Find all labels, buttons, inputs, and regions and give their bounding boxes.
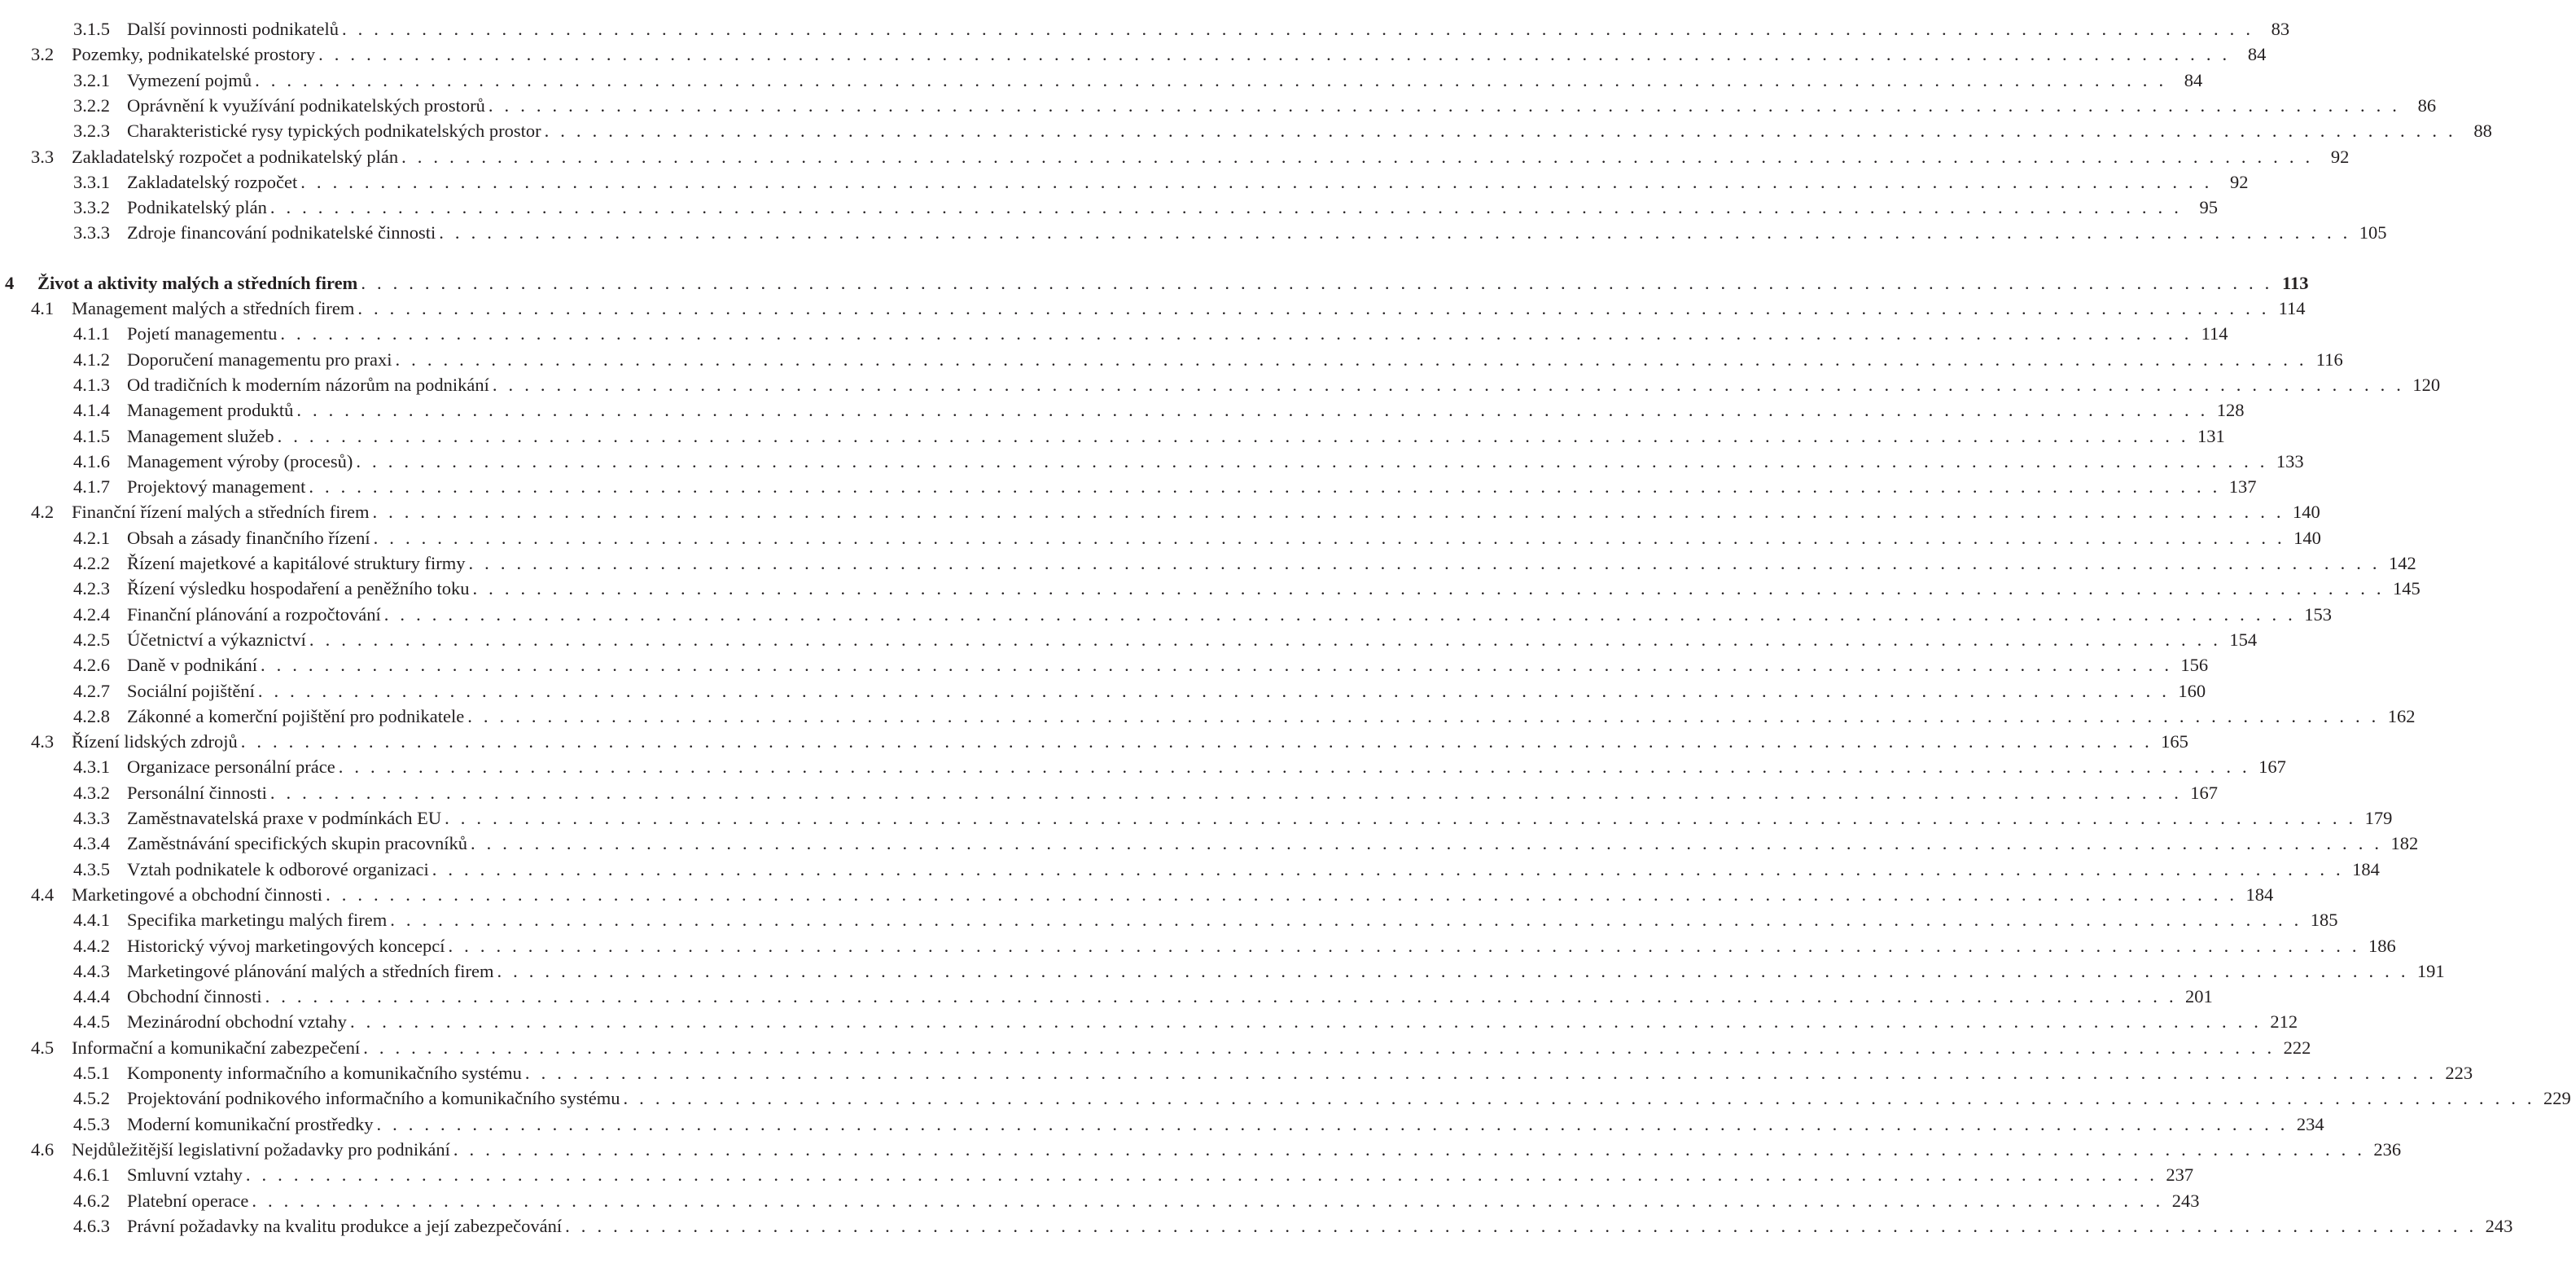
toc-entry-number: 4.2.5 bbox=[73, 629, 110, 650]
dot-leader: . . . . . . . . . . . . . . . . . . . . . . . . . . . . . . . . . . . . . . . . . . . . . . . . . . . . . . . . . . . . . . . . . . . . . . . . . . . . . . . . . . . . . . . . . . . . . . . . . . . . . . . . . . . . . . . . . . . . . . . . bbox=[497, 960, 2409, 981]
toc-entry-title: Charakteristické rysy typických podnikatelských prostor bbox=[127, 121, 541, 142]
toc-entry-number: 3.3.1 bbox=[73, 171, 110, 192]
toc-entry-title: Nejdůležitější legislativní požadavky pro podnikání bbox=[72, 1138, 450, 1160]
dot-leader: . . . . . . . . . . . . . . . . . . . . . . . . . . . . . . . . . . . . . . . . . . . . . . . . . . . . . . . . . . . . . . . . . . . . . . . . . . . . . . . . . . . . . . . . . . . . . . . . . . . . . . . . . . . . . . . . . . . . . . . . bbox=[439, 222, 2351, 243]
dot-leader: . . . . . . . . . . . . . . . . . . . . . . . . . . . . . . . . . . . . . . . . . . . . . . . . . . . . . . . . . . . . . . . . . . . . . . . . . . . . . . . . . . . . . . . . . . . . . . . . . . . . . . . . . . . . . . . . . . . . . . . . bbox=[269, 197, 2183, 218]
dot-leader: . . . . . . . . . . . . . . . . . . . . . . . . . . . . . . . . . . . . . . . . . . . . . . . . . . . . . . . . . . . . . . . . . . . . . . . . . . . . . . . . . . . . . . . . . . . . . . . . . . . . . . . . . . . . . . . . . . . . . . . . bbox=[338, 756, 2250, 778]
toc-entry[interactable] bbox=[0, 1137, 2402, 1163]
toc-entry-title: Finanční plánování a rozpočtování bbox=[127, 603, 381, 625]
toc-entry[interactable] bbox=[0, 1162, 2194, 1188]
toc-entry-number: 4.1.1 bbox=[73, 323, 110, 344]
toc-entry[interactable] bbox=[0, 42, 2267, 68]
toc-entry-page: 83 bbox=[2271, 19, 2290, 39]
toc-entry-number: 3.3.2 bbox=[73, 197, 110, 218]
toc-entry-number: 4.6.2 bbox=[73, 1190, 110, 1211]
toc-entry-title: Zdroje financování podnikatelské činnosti bbox=[127, 222, 436, 243]
toc-entry-page: 140 bbox=[2293, 527, 2321, 548]
dot-leader: . . . . . . . . . . . . . . . . . . . . . . . . . . . . . . . . . . . . . . . . . . . . . . . . . . . . . . . . . . . . . . . . . . . . . . . . . . . . . . . . . . . . . . . . . . . . . . . . . . . . . . . . . . . . . . . . . . . . . . . . bbox=[240, 731, 2153, 752]
dot-leader: . . . . . . . . . . . . . . . . . . . . . . . . . . . . . . . . . . . . . . . . . . . . . . . . . . . . . . . . . . . . . . . . . . . . . . . . . . . . . . . . . . . . . . . . . . . . . . . . . . . . . . . . . . . . . . . . . . . . . . . . bbox=[341, 19, 2254, 39]
toc-entry[interactable] bbox=[0, 576, 2420, 602]
toc-entry-page: 223 bbox=[2445, 1063, 2473, 1083]
toc-entry-title: Platební operace bbox=[127, 1190, 249, 1211]
toc-entry-title: Smluvní vztahy bbox=[127, 1164, 243, 1186]
toc-entry-number: 4.5 bbox=[31, 1037, 55, 1058]
toc-entry-page: 167 bbox=[2190, 782, 2219, 803]
toc-entry-page: 236 bbox=[2373, 1138, 2402, 1160]
toc-entry-title: Sociální pojištění bbox=[127, 680, 255, 701]
toc-entry-number: 4.3 bbox=[31, 731, 55, 752]
toc-entry-page: 84 bbox=[2184, 69, 2203, 90]
toc-entry-page: 114 bbox=[2201, 323, 2228, 344]
toc-entry-title: Od tradičních k moderním názorům na podnikání bbox=[127, 374, 489, 395]
toc-entry[interactable] bbox=[0, 882, 2274, 908]
toc-entry-number: 4.1.4 bbox=[73, 400, 110, 421]
toc-entry-number: 4.3.4 bbox=[73, 833, 110, 854]
toc-entry[interactable] bbox=[0, 1213, 2513, 1239]
toc-entry-title: Management malých a středních firem bbox=[72, 298, 355, 318]
toc-entry[interactable] bbox=[0, 652, 2209, 678]
dot-leader: . . . . . . . . . . . . . . . . . . . . . . . . . . . . . . . . . . . . . . . . . . . . . . . . . . . . . . . . . . . . . . . . . . . . . . . . . . . . . . . . . . . . . . . . . . . . . . . . . . . . . . . . . . . . . . . . . . . . . . . . bbox=[252, 1190, 2164, 1211]
dot-leader: . . . . . . . . . . . . . . . . . . . . . . . . . . . . . . . . . . . . . . . . . . . . . . . . . . . . . . . . . . . . . . . . . . . . . . . . . . . . . . . . . . . . . . . . . . . . . . . . . . . . . . . . . . . . . . . . . . . . . . . . bbox=[524, 1063, 2438, 1083]
toc-entry-number: 4.2.6 bbox=[73, 655, 110, 676]
dot-leader: . . . . . . . . . . . . . . . . . . . . . . . . . . . . . . . . . . . . . . . . . . . . . . . . . . . . . . . . . . . . . . . . . . . . . . . . . . . . . . . . . . . . . . . . . . . . . . . . . . . . . . . . . . . . . . . . . . . . . . . . bbox=[471, 833, 2383, 854]
toc-entry-page: 92 bbox=[2330, 146, 2350, 167]
toc-entry-number: 3.3.3 bbox=[73, 222, 110, 243]
toc-entry-page: 156 bbox=[2180, 655, 2209, 676]
toc-entry-number: 4.5.1 bbox=[73, 1063, 110, 1083]
toc-entry[interactable] bbox=[0, 857, 2380, 883]
dot-leader: . . . . . . . . . . . . . . . . . . . . . . . . . . . . . . . . . . . . . . . . . . . . . . . . . . . . . . . . . . . . . . . . . . . . . . . . . . . . . . . . . . . . . . . . . . . . . . . . . . . . . . . . . . . . . . . . . . . . . . . . bbox=[401, 146, 2314, 167]
toc-entry-page: 191 bbox=[2416, 960, 2445, 981]
dot-leader: . . . . . . . . . . . . . . . . . . . . . . . . . . . . . . . . . . . . . . . . . . . . . . . . . . . . . . . . . . . . . . . . . . . . . . . . . . . . . . . . . . . . . . . . . . . . . . . . . . . . . . . . . . . . . . . . . . . . . . . . bbox=[255, 69, 2167, 90]
toc-entry-page: 186 bbox=[2368, 935, 2396, 956]
toc-entry-number: 4.1.2 bbox=[73, 349, 110, 370]
dot-leader: . . . . . . . . . . . . . . . . . . . . . . . . . . . . . . . . . . . . . . . . . . . . . . . . . . . . . . . . . . . . . . . . . . . . . . . . . . . . . . . . . . . . . . . . . . . . . . . . . . . . . . . . . . . . . . . . . . . . . . . . bbox=[269, 782, 2183, 803]
toc-entry-title: Život a aktivity malých a středních firem bbox=[37, 272, 358, 293]
toc-entry[interactable] bbox=[0, 984, 2213, 1010]
toc-entry-number: 4.1.6 bbox=[73, 450, 110, 471]
toc-entry[interactable] bbox=[0, 296, 2306, 322]
toc-entry[interactable] bbox=[0, 144, 2350, 170]
toc-entry[interactable] bbox=[0, 678, 2206, 704]
dot-leader: . . . . . . . . . . . . . . . . . . . . . . . . . . . . . . . . . . . . . . . . . . . . . . . . . . . . . . . . . . . . . . . . . . . . . . . . . . . . . . . . . . . . . . . . . . . . . . . . . . . . . . . . . . . . . . . . . . . . . . . . bbox=[448, 935, 2360, 956]
toc-entry-title: Obchodní činnosti bbox=[127, 986, 262, 1007]
toc-entry-page: 243 bbox=[2171, 1190, 2200, 1211]
toc-entry-title: Projektování podnikového informačního a komunikačního systému bbox=[127, 1088, 620, 1109]
toc-entry-page: 113 bbox=[2281, 272, 2309, 293]
toc-entry-title: Marketingové a obchodní činnosti bbox=[72, 884, 323, 905]
dot-leader: . . . . . . . . . . . . . . . . . . . . . . . . . . . . . . . . . . . . . . . . . . . . . . . . . . . . . . . . . . . . . . . . . . . . . . . . . . . . . . . . . . . . . . . . . . . . . . . . . . . . . . . . . . . . . . . . . . . . . . . . bbox=[318, 44, 2231, 65]
toc-entry[interactable] bbox=[0, 169, 2249, 195]
toc-entry[interactable] bbox=[0, 220, 2387, 246]
dot-leader: . . . . . . . . . . . . . . . . . . . . . . . . . . . . . . . . . . . . . . . . . . . . . . . . . . . . . . . . . . . . . . . . . . . . . . . . . . . . . . . . . . . . . . . . . . . . . . . . . . . . . . . . . . . . . . . . . . . . . . . . bbox=[309, 629, 2222, 650]
toc-entry-title: Management produktů bbox=[127, 400, 294, 421]
toc-entry-title: Management služeb bbox=[127, 425, 274, 446]
dot-leader: . . . . . . . . . . . . . . . . . . . . . . . . . . . . . . . . . . . . . . . . . . . . . . . . . . . . . . . . . . . . . . . . . . . . . . . . . . . . . . . . . . . . . . . . . . . . . . . . . . . . . . . . . . . . . . . . . . . . . . . . bbox=[492, 374, 2405, 395]
toc-entry-page: 185 bbox=[2310, 910, 2338, 931]
toc-entry-page: 201 bbox=[2185, 986, 2213, 1007]
toc-entry-title: Moderní komunikační prostředky bbox=[127, 1113, 374, 1134]
toc-entry-title: Zakladatelský rozpočet a podnikatelský plán bbox=[72, 146, 399, 167]
dot-leader: . . . . . . . . . . . . . . . . . . . . . . . . . . . . . . . . . . . . . . . . . . . . . . . . . . . . . . . . . . . . . . . . . . . . . . . . . . . . . . . . . . . . . . . . . . . . . . . . . . . . . . . . . . . . . . . . . . . . . . . . bbox=[277, 425, 2189, 446]
toc-entry-page: 243 bbox=[2485, 1215, 2513, 1236]
toc-entry[interactable] bbox=[0, 754, 2286, 780]
toc-entry-number: 3.2.2 bbox=[73, 94, 110, 116]
toc-entry[interactable] bbox=[0, 933, 2396, 959]
toc-entry[interactable] bbox=[0, 93, 2437, 119]
toc-entry-number: 4.1.5 bbox=[73, 425, 110, 446]
dot-leader: . . . . . . . . . . . . . . . . . . . . . . . . . . . . . . . . . . . . . . . . . . . . . . . . . . . . . . . . . . . . . . . . . . . . . . . . . . . . . . . . . . . . . . . . . . . . . . . . . . . . . . . . . . . . . . . . . . . . . . . . bbox=[383, 603, 2296, 625]
toc-entry-page: 88 bbox=[2473, 121, 2492, 142]
toc-entry-page: 212 bbox=[2270, 1011, 2298, 1033]
toc-entry[interactable] bbox=[0, 627, 2258, 653]
toc-entry-title: Účetnictví a výkaznictví bbox=[127, 629, 306, 650]
toc-entry-number: 4.4.3 bbox=[73, 960, 110, 981]
dot-leader: . . . . . . . . . . . . . . . . . . . . . . . . . . . . . . . . . . . . . . . . . . . . . . . . . . . . . . . . . . . . . . . . . . . . . . . . . . . . . . . . . . . . . . . . . . . . . . . . . . . . . . . . . . . . . . . . . . . . . . . . bbox=[445, 808, 2357, 828]
toc-entry-number: 4.4.2 bbox=[73, 935, 110, 956]
toc-entry-page: 184 bbox=[2245, 884, 2274, 905]
toc-entry-page: 179 bbox=[2364, 808, 2393, 828]
dot-leader: . . . . . . . . . . . . . . . . . . . . . . . . . . . . . . . . . . . . . . . . . . . . . . . . . . . . . . . . . . . . . . . . . . . . . . . . . . . . . . . . . . . . . . . . . . . . . . . . . . . . . . . . . . . . . . . . . . . . . . . . bbox=[356, 450, 2268, 471]
toc-entry-title: Projektový management bbox=[127, 476, 306, 498]
toc-entry-page: 95 bbox=[2199, 197, 2219, 218]
toc-entry[interactable] bbox=[0, 907, 2338, 933]
toc-entry-page: 120 bbox=[2412, 374, 2441, 395]
dot-leader: . . . . . . . . . . . . . . . . . . . . . . . . . . . . . . . . . . . . . . . . . . . . . . . . . . . . . . . . . . . . . . . . . . . . . . . . . . . . . . . . . . . . . . . . . . . . . . . . . . . . . . . . . . . . . . . . . . . . . . . . bbox=[376, 1113, 2289, 1134]
toc-entry-number: 4.2.7 bbox=[73, 680, 110, 701]
toc-entry[interactable] bbox=[0, 831, 2419, 857]
toc-entry[interactable] bbox=[0, 1112, 2324, 1138]
toc-entry[interactable] bbox=[0, 1085, 2571, 1112]
toc-entry-number: 4.2.2 bbox=[73, 553, 110, 573]
toc-entry-title: Komponenty informačního a komunikačního systému bbox=[127, 1063, 522, 1083]
toc-entry-title: Doporučení managementu pro praxi bbox=[127, 349, 392, 370]
dot-leader: . . . . . . . . . . . . . . . . . . . . . . . . . . . . . . . . . . . . . . . . . . . . . . . . . . . . . . . . . . . . . . . . . . . . . . . . . . . . . . . . . . . . . . . . . . . . . . . . . . . . . . . . . . . . . . . . . . . . . . . . bbox=[432, 858, 2344, 879]
toc-entry-title: Zákonné a komerční pojištění pro podnikatele bbox=[127, 705, 465, 726]
dot-leader: . . . . . . . . . . . . . . . . . . . . . . . . . . . . . . . . . . . . . . . . . . . . . . . . . . . . . . . . . . . . . . . . . . . . . . . . . . . . . . . . . . . . . . . . . . . . . . . . . . . . . . . . . . . . . . . . . . . . . . . . bbox=[363, 1037, 2276, 1058]
toc-entry-title: Informační a komunikační zabezpečení bbox=[72, 1037, 361, 1058]
toc-entry-number: 4.4.1 bbox=[73, 910, 110, 931]
dot-leader: . . . . . . . . . . . . . . . . . . . . . . . . . . . . . . . . . . . . . . . . . . . . . . . . . . . . . . . . . . . . . . . . . . . . . . . . . . . . . . . . . . . . . . . . . . . . . . . . . . . . . . . . . . . . . . . . . . . . . . . . bbox=[468, 553, 2381, 573]
dot-leader: . . . . . . . . . . . . . . . . . . . . . . . . . . . . . . . . . . . . . . . . . . . . . . . . . . . . . . . . . . . . . . . . . . . . . . . . . . . . . . . . . . . . . . . . . . . . . . . . . . . . . . . . . . . . . . . . . . . . . . . . bbox=[349, 1011, 2263, 1033]
toc-entry-number: 4.2.8 bbox=[73, 705, 110, 726]
toc-entry-title: Organizace personální práce bbox=[127, 756, 335, 778]
toc-entry-page: 165 bbox=[2161, 731, 2188, 752]
toc-entry-number: 4.4.5 bbox=[73, 1011, 110, 1033]
toc-entry[interactable] bbox=[0, 780, 2219, 806]
toc-entry-title: Podnikatelský plán bbox=[127, 197, 267, 218]
toc-entry-number: 4.6.1 bbox=[73, 1164, 110, 1186]
toc-entry-number: 4.1.7 bbox=[73, 476, 110, 498]
toc-entry-title: Zaměstnavatelská praxe v podmínkách EU bbox=[127, 808, 442, 828]
toc-entry-page: 105 bbox=[2359, 222, 2387, 243]
toc-entry[interactable] bbox=[0, 118, 2492, 144]
dot-leader: . . . . . . . . . . . . . . . . . . . . . . . . . . . . . . . . . . . . . . . . . . . . . . . . . . . . . . . . . . . . . . . . . . . . . . . . . . . . . . . . . . . . . . . . . . . . . . . . . . . . . . . . . . . . . . . . . . . . . . . . bbox=[257, 680, 2171, 701]
toc-entry-page: 128 bbox=[2216, 400, 2245, 421]
toc-entry-page: 153 bbox=[2304, 603, 2332, 625]
toc-entry-title: Vztah podnikatele k odborové organizaci bbox=[127, 858, 429, 879]
toc-entry-title: Řízení lidských zdrojů bbox=[72, 731, 238, 752]
toc-entry-page: 145 bbox=[2392, 578, 2420, 599]
toc-entry[interactable] bbox=[0, 1009, 2298, 1035]
toc-entry-title: Mezinárodní obchodní vztahy bbox=[127, 1011, 347, 1033]
dot-leader: . . . . . . . . . . . . . . . . . . . . . . . . . . . . . . . . . . . . . . . . . . . . . . . . . . . . . . . . . . . . . . . . . . . . . . . . . . . . . . . . . . . . . . . . . . . . . . . . . . . . . . . . . . . . . . . . . . . . . . . . bbox=[260, 655, 2173, 676]
toc-entry[interactable] bbox=[0, 195, 2219, 221]
toc-entry-number: 4.4.4 bbox=[73, 986, 110, 1007]
toc-entry-page: 114 bbox=[2278, 298, 2306, 318]
toc-entry-page: 182 bbox=[2390, 833, 2419, 854]
toc-entry[interactable] bbox=[0, 423, 2225, 450]
toc-entry-title: Zakladatelský rozpočet bbox=[127, 171, 298, 192]
dot-leader: . . . . . . . . . . . . . . . . . . . . . . . . . . . . . . . . . . . . . . . . . . . . . . . . . . . . . . . . . . . . . . . . . . . . . . . . . . . . . . . . . . . . . . . . . . . . . . . . . . . . . . . . . . . . . . . . . . . . . . . . bbox=[309, 476, 2221, 498]
toc-entry-title: Management výroby (procesů) bbox=[127, 450, 353, 471]
toc-entry-title: Vymezení pojmů bbox=[127, 69, 252, 90]
toc-entry-number: 4.5.3 bbox=[73, 1113, 110, 1134]
toc-entry[interactable] bbox=[0, 525, 2321, 551]
toc-entry-page: 142 bbox=[2388, 553, 2416, 573]
dot-leader: . . . . . . . . . . . . . . . . . . . . . . . . . . . . . . . . . . . . . . . . . . . . . . . . . . . . . . . . . . . . . . . . . . . . . . . . . . . . . . . . . . . . . . . . . . . . . . . . . . . . . . . . . . . . . . . . . . . . . . . . bbox=[245, 1164, 2158, 1186]
toc-entry-page: 229 bbox=[2543, 1088, 2571, 1109]
toc-entry-page: 154 bbox=[2229, 629, 2258, 650]
dot-leader: . . . . . . . . . . . . . . . . . . . . . . . . . . . . . . . . . . . . . . . . . . . . . . . . . . . . . . . . . . . . . . . . . . . . . . . . . . . . . . . . . . . . . . . . . . . . . . . . . . . . . . . . . . . . . . . . . . . . . . . . bbox=[361, 272, 2273, 293]
toc-entry[interactable] bbox=[0, 16, 2290, 42]
dot-leader: . . . . . . . . . . . . . . . . . . . . . . . . . . . . . . . . . . . . . . . . . . . . . . . . . . . . . . . . . . . . . . . . . . . . . . . . . . . . . . . . . . . . . . . . . . . . . . . . . . . . . . . . . . . . . . . . . . . . . . . . bbox=[395, 349, 2307, 370]
toc-entry-title: Obsah a zásady finančního řízení bbox=[127, 527, 370, 548]
toc-entry[interactable] bbox=[0, 1188, 2200, 1214]
toc-entry-page: 116 bbox=[2315, 349, 2343, 370]
dot-leader: . . . . . . . . . . . . . . . . . . . . . . . . . . . . . . . . . . . . . . . . . . . . . . . . . . . . . . . . . . . . . . . . . . . . . . . . . . . . . . . . . . . . . . . . . . . . . . . . . . . . . . . . . . . . . . . . . . . . . . . . bbox=[390, 910, 2302, 931]
toc-entry-number: 4.3.3 bbox=[73, 808, 110, 828]
toc-entry-page: 184 bbox=[2352, 858, 2380, 879]
toc-entry-title: Právní požadavky na kvalitu produkce a její zabezpečování bbox=[127, 1215, 563, 1236]
toc-entry-number: 3.3 bbox=[31, 146, 55, 167]
toc-entry-number: 4.5.2 bbox=[73, 1088, 110, 1109]
dot-leader: . . . . . . . . . . . . . . . . . . . . . . . . . . . . . . . . . . . . . . . . . . . . . . . . . . . . . . . . . . . . . . . . . . . . . . . . . . . . . . . . . . . . . . . . . . . . . . . . . . . . . . . . . . . . . . . . . . . . . . . . bbox=[326, 884, 2238, 905]
dot-leader: . . . . . . . . . . . . . . . . . . . . . . . . . . . . . . . . . . . . . . . . . . . . . . . . . . . . . . . . . . . . . . . . . . . . . . . . . . . . . . . . . . . . . . . . . . . . . . . . . . . . . . . . . . . . . . . . . . . . . . . . bbox=[544, 121, 2456, 142]
toc-entry-number: 4.3.1 bbox=[73, 756, 110, 778]
toc-entry-title: Pojetí managementu bbox=[127, 323, 278, 344]
toc-entry-page: 92 bbox=[2229, 171, 2249, 192]
dot-leader: . . . . . . . . . . . . . . . . . . . . . . . . . . . . . . . . . . . . . . . . . . . . . . . . . . . . . . . . . . . . . . . . . . . . . . . . . . . . . . . . . . . . . . . . . . . . . . . . . . . . . . . . . . . . . . . . . . . . . . . . bbox=[265, 986, 2177, 1007]
toc-entry-title: Marketingové plánování malých a středních firem bbox=[127, 960, 494, 981]
toc-entry-title: Finanční řízení malých a středních firem bbox=[72, 502, 370, 523]
toc-entry-number: 4.3.5 bbox=[73, 858, 110, 879]
toc-entry[interactable] bbox=[0, 958, 2445, 985]
dot-leader: . . . . . . . . . . . . . . . . . . . . . . . . . . . . . . . . . . . . . . . . . . . . . . . . . . . . . . . . . . . . . . . . . . . . . . . . . . . . . . . . . . . . . . . . . . . . . . . . . . . . . . . . . . . . . . . . . . . . . . . . bbox=[373, 527, 2285, 548]
toc-entry-number: 3.1.5 bbox=[73, 19, 110, 39]
toc-entry-number: 3.2.1 bbox=[73, 69, 110, 90]
toc-entry-page: 86 bbox=[2417, 94, 2437, 116]
toc-entry-number: 4.6.3 bbox=[73, 1215, 110, 1236]
dot-leader: . . . . . . . . . . . . . . . . . . . . . . . . . . . . . . . . . . . . . . . . . . . . . . . . . . . . . . . . . . . . . . . . . . . . . . . . . . . . . . . . . . . . . . . . . . . . . . . . . . . . . . . . . . . . . . . . . . . . . . . . bbox=[357, 298, 2270, 318]
toc-entry-title: Oprávnění k využívání podnikatelských prostorů bbox=[127, 94, 485, 116]
toc-entry[interactable] bbox=[0, 397, 2245, 423]
toc-entry[interactable] bbox=[0, 474, 2257, 500]
toc-entry-title: Řízení majetkové a kapitálové struktury firmy bbox=[127, 553, 466, 573]
toc-entry[interactable] bbox=[0, 729, 2188, 755]
toc-entry-number: 4.2.4 bbox=[73, 603, 110, 625]
dot-leader: . . . . . . . . . . . . . . . . . . . . . . . . . . . . . . . . . . . . . . . . . . . . . . . . . . . . . . . . . . . . . . . . . . . . . . . . . . . . . . . . . . . . . . . . . . . . . . . . . . . . . . . . . . . . . . . . . . . . . . . . bbox=[467, 705, 2380, 726]
toc-entry-page: 133 bbox=[2276, 450, 2304, 471]
dot-leader: . . . . . . . . . . . . . . . . . . . . . . . . . . . . . . . . . . . . . . . . . . . . . . . . . . . . . . . . . . . . . . . . . . . . . . . . . . . . . . . . . . . . . . . . . . . . . . . . . . . . . . . . . . . . . . . . . . . . . . . . bbox=[565, 1215, 2477, 1236]
toc-entry[interactable] bbox=[0, 372, 2441, 398]
dot-leader: . . . . . . . . . . . . . . . . . . . . . . . . . . . . . . . . . . . . . . . . . . . . . . . . . . . . . . . . . . . . . . . . . . . . . . . . . . . . . . . . . . . . . . . . . . . . . . . . . . . . . . . . . . . . . . . . . . . . . . . . bbox=[623, 1088, 2535, 1109]
toc-entry-number: 4.2.1 bbox=[73, 527, 110, 548]
toc-entry-title: Pozemky, podnikatelské prostory bbox=[72, 44, 316, 65]
toc-entry[interactable] bbox=[0, 1035, 2311, 1061]
dot-leader: . . . . . . . . . . . . . . . . . . . . . . . . . . . . . . . . . . . . . . . . . . . . . . . . . . . . . . . . . . . . . . . . . . . . . . . . . . . . . . . . . . . . . . . . . . . . . . . . . . . . . . . . . . . . . . . . . . . . . . . . bbox=[488, 94, 2401, 116]
toc-entry-number: 3.2.3 bbox=[73, 121, 110, 142]
toc-entry-number: 4.1 bbox=[31, 298, 55, 318]
toc-entry[interactable] bbox=[0, 68, 2203, 94]
toc-entry-number: 4.1.3 bbox=[73, 374, 110, 395]
toc-entry-page: 237 bbox=[2166, 1164, 2194, 1186]
toc-entry-number: 4.3.2 bbox=[73, 782, 110, 803]
dot-leader: . . . . . . . . . . . . . . . . . . . . . . . . . . . . . . . . . . . . . . . . . . . . . . . . . . . . . . . . . . . . . . . . . . . . . . . . . . . . . . . . . . . . . . . . . . . . . . . . . . . . . . . . . . . . . . . . . . . . . . . . bbox=[280, 323, 2193, 344]
toc-entry-page: 137 bbox=[2228, 476, 2257, 498]
toc-entry[interactable] bbox=[0, 550, 2416, 577]
toc-entry[interactable] bbox=[0, 321, 2228, 347]
toc-entry-page: 160 bbox=[2178, 680, 2206, 701]
dot-leader: . . . . . . . . . . . . . . . . . . . . . . . . . . . . . . . . . . . . . . . . . . . . . . . . . . . . . . . . . . . . . . . . . . . . . . . . . . . . . . . . . . . . . . . . . . . . . . . . . . . . . . . . . . . . . . . . . . . . . . . . bbox=[453, 1138, 2366, 1160]
toc-entry[interactable] bbox=[0, 1060, 2473, 1086]
toc-entry[interactable] bbox=[0, 805, 2393, 831]
toc-entry-page: 234 bbox=[2296, 1113, 2324, 1134]
toc-entry-number: 4 bbox=[5, 272, 15, 293]
toc-entry[interactable] bbox=[0, 602, 2332, 628]
toc-entry-number: 4.2.3 bbox=[73, 578, 110, 599]
toc-entry[interactable] bbox=[0, 449, 2304, 475]
toc-entry-number: 4.2 bbox=[31, 502, 55, 523]
toc-entry[interactable] bbox=[0, 704, 2416, 730]
toc-entry[interactable] bbox=[0, 347, 2343, 373]
toc-entry[interactable] bbox=[0, 499, 2320, 525]
toc-entry-page: 84 bbox=[2247, 44, 2267, 65]
dot-leader: . . . . . . . . . . . . . . . . . . . . . . . . . . . . . . . . . . . . . . . . . . . . . . . . . . . . . . . . . . . . . . . . . . . . . . . . . . . . . . . . . . . . . . . . . . . . . . . . . . . . . . . . . . . . . . . . . . . . . . . . bbox=[300, 171, 2213, 192]
toc-entry-page: 131 bbox=[2197, 425, 2225, 446]
toc-entry-title: Daně v podnikání bbox=[127, 655, 257, 676]
dot-leader: . . . . . . . . . . . . . . . . . . . . . . . . . . . . . . . . . . . . . . . . . . . . . . . . . . . . . . . . . . . . . . . . . . . . . . . . . . . . . . . . . . . . . . . . . . . . . . . . . . . . . . . . . . . . . . . . . . . . . . . . bbox=[296, 400, 2209, 421]
dot-leader: . . . . . . . . . . . . . . . . . . . . . . . . . . . . . . . . . . . . . . . . . . . . . . . . . . . . . . . . . . . . . . . . . . . . . . . . . . . . . . . . . . . . . . . . . . . . . . . . . . . . . . . . . . . . . . . . . . . . . . . . bbox=[472, 578, 2385, 599]
toc-entry-page: 222 bbox=[2283, 1037, 2311, 1058]
dot-leader: . . . . . . . . . . . . . . . . . . . . . . . . . . . . . . . . . . . . . . . . . . . . . . . . . . . . . . . . . . . . . . . . . . . . . . . . . . . . . . . . . . . . . . . . . . . . . . . . . . . . . . . . . . . . . . . . . . . . . . . . bbox=[372, 502, 2285, 523]
toc-entry-page: 162 bbox=[2387, 705, 2416, 726]
toc-entry-number: 4.4 bbox=[31, 884, 55, 905]
toc-entry-page: 140 bbox=[2292, 502, 2320, 523]
toc-entry-page: 167 bbox=[2258, 756, 2286, 778]
toc-entry-title: Řízení výsledku hospodaření a peněžního toku bbox=[127, 578, 470, 599]
toc-entry-title: Další povinnosti podnikatelů bbox=[127, 19, 339, 39]
toc-entry-title: Zaměstnávání specifických skupin pracovníků bbox=[127, 833, 467, 854]
toc-entry[interactable] bbox=[0, 270, 2309, 296]
toc-entry-title: Personální činnosti bbox=[127, 782, 267, 803]
toc-entry-title: Specifika marketingu malých firem bbox=[127, 910, 388, 931]
toc-entry-number: 4.6 bbox=[31, 1138, 55, 1160]
toc-entry-number: 3.2 bbox=[31, 44, 55, 65]
toc-entry-title: Historický vývoj marketingových koncepcí bbox=[127, 935, 445, 956]
